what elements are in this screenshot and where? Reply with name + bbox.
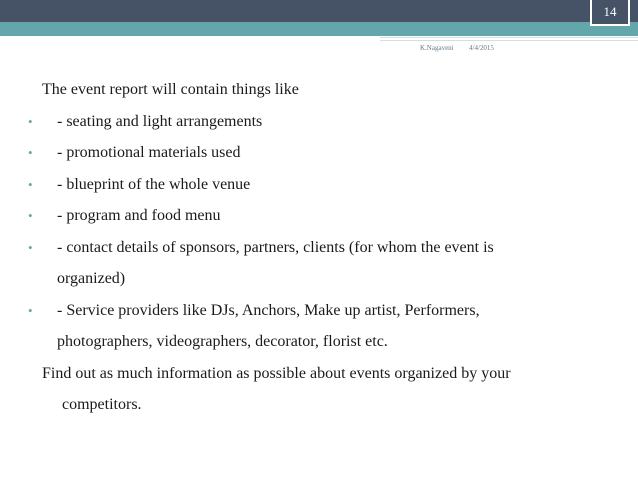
bullet-text: - program and food menu bbox=[57, 207, 221, 224]
bullet-icon: • bbox=[28, 176, 33, 192]
date-label: 4/4/2015 bbox=[469, 44, 494, 52]
bullet-text: - contact details of sponsors, partners, clients (for whom the event is bbox=[57, 238, 494, 256]
closing-text: Find out as much information as possible about events organized by your bbox=[42, 364, 511, 382]
bullet-item bbox=[28, 232, 628, 264]
bullet-item bbox=[28, 200, 628, 232]
bullet-icon: • bbox=[28, 239, 33, 255]
slide-body bbox=[28, 74, 628, 421]
bullet-text: - blueprint of the whole venue bbox=[57, 175, 251, 193]
divider-line bbox=[380, 40, 638, 41]
bullet-icon: • bbox=[28, 208, 33, 223]
bullet-icon: • bbox=[28, 145, 33, 160]
bullet-item bbox=[28, 169, 628, 201]
bullet-text: - seating and light arrangements bbox=[57, 112, 263, 130]
bullet-icon: • bbox=[28, 113, 33, 129]
intro-text: The event report will contain things like bbox=[42, 81, 299, 98]
header-bar bbox=[0, 0, 638, 22]
bullet-text-continued: photographers, videographers, decorator, florist etc. bbox=[57, 333, 388, 350]
bullet-item bbox=[28, 295, 628, 327]
bullet-text-continued: organized) bbox=[57, 270, 126, 287]
divider-line bbox=[380, 37, 638, 38]
bullet-text: - Service providers like DJs, Anchors, Make up artist, Performers, bbox=[57, 301, 480, 319]
bullet-text: - promotional materials used bbox=[57, 144, 241, 161]
header-accent-bar bbox=[0, 22, 638, 36]
bullet-item bbox=[28, 137, 628, 169]
bullet-icon: • bbox=[28, 302, 33, 318]
bullet-item bbox=[28, 106, 628, 138]
page-number: 14 bbox=[590, 0, 630, 26]
closing-text-continued: competitors. bbox=[62, 396, 142, 413]
author-label: K.Nagaveni bbox=[420, 44, 454, 52]
